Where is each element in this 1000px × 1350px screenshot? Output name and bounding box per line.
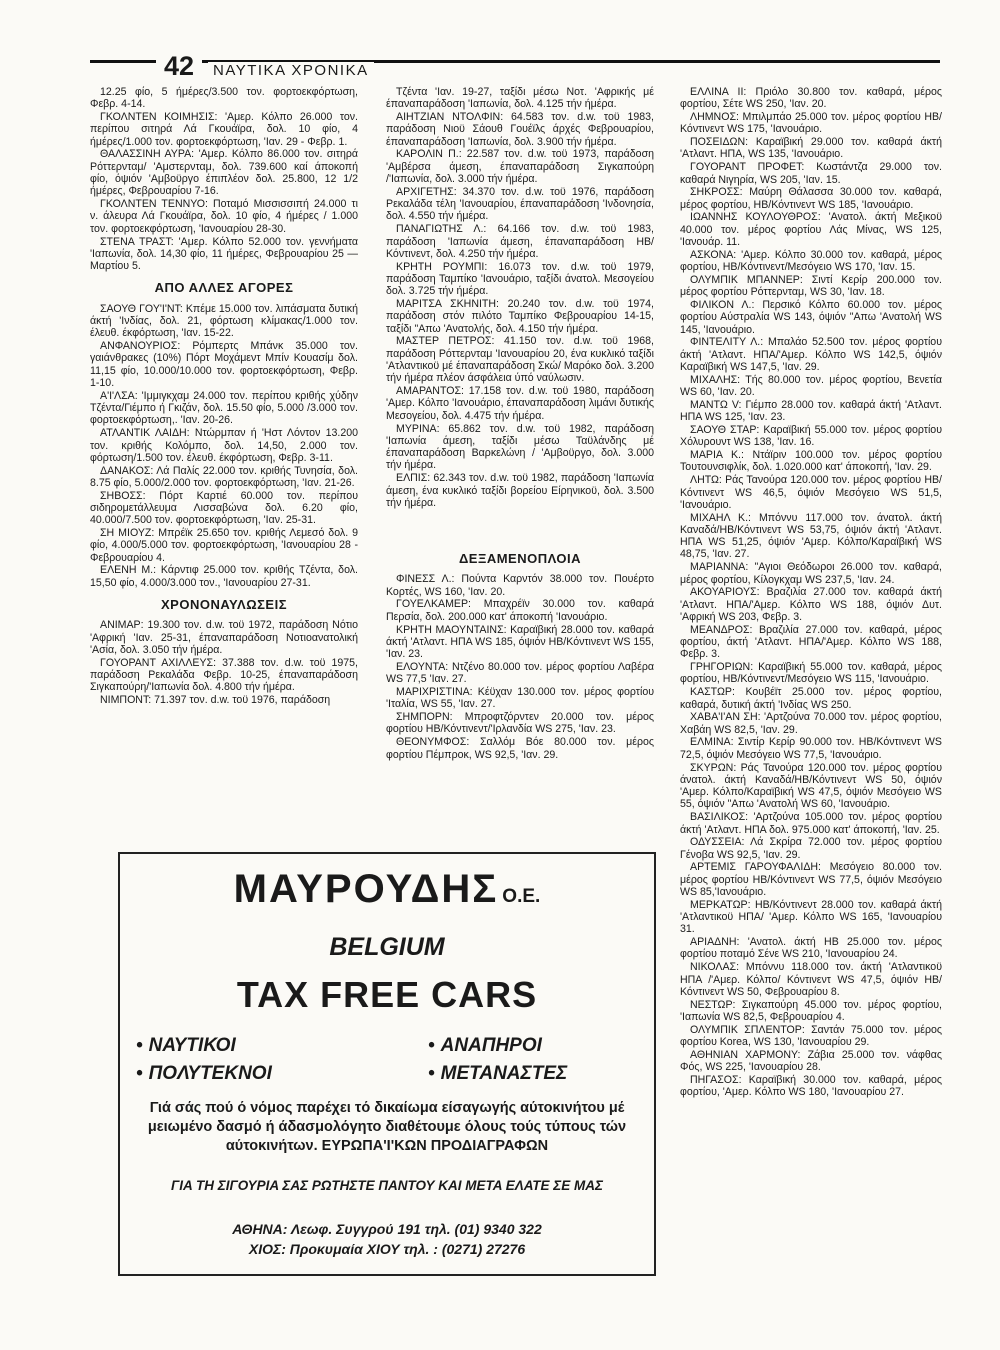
list-entry: ΓΟΥΟΡΑΝΤ ΠΡΟΦΕΤ: Κωστάντζα 29.000 τον. καθαρά Νιγηρία, WS 205, 'Ιαν. 15. <box>680 161 942 186</box>
ad-bullet-label: ΝΑΥΤΙΚΟΙ <box>148 1035 236 1056</box>
list-entry: ΜΙΧΑΗΛ Κ.: Μπόννυ 117.000 τον. άνατολ. άκτή Καναδά/ΗΒ/Κόντινεντ WS 53,75, όψιόν άκτή 'Ατλαντ. ΗΠΑ WS 51,25, όψιόν 'Αμερ. Κόλπο/Καραϊβική WS 48,75, 'Ιαν. 27. <box>680 511 942 561</box>
ad-bullet-label: ΜΕΤΑΝΑΣΤΕΣ <box>440 1063 568 1084</box>
column-3 <box>680 86 942 1099</box>
list-entry: ΜΑΡΙΑΝΝΑ: "Αγιοι Θεόδωροι 26.000 τον. καθαρά, μέρος φορτίου, Κίλογκχαμ WS 237,5, 'Ιαν. 24. <box>680 561 942 586</box>
list-entry: 12.25 φίο, 5 ήμέρες/3.500 τον. φορτοεκφόρτωση, Φεβρ. 4-14. <box>90 86 358 111</box>
list-entry: ΚΑΡΟΛΙΝ Π.: 22.587 τον. d.w. τοϋ 1973, παράδοση 'Αμβέρσα άμεση, έπαναπαράδοση Σιγκαπούρη /'Ιαπωνία, δολ. 3.000 τήν ήμέρα. <box>386 148 654 186</box>
tankers-heading: ΔΕΞΑΜΕΝΟΠΛΟΙΑ <box>458 551 582 567</box>
list-entry: ΜΥΡΙΝΑ: 65.862 τον. d.w. τοϋ 1982, παράδοση 'Ιαπωνία άμεση, ταξίδι μέσω Ταϋλάνδης μέ έπαναπαράδοση Βαρκελώνη / 'Αμβοϋργο, δολ. 3.000 τήν ήμέρα. <box>386 422 654 472</box>
list-entry: ΑΙΗΤΖΙΑΝ ΝΤΟΛΦΙΝ: 64.583 τον. d.w. τοϋ 1983, παράδοση Νιοϋ Σάουθ Γουέϊλς άρχές Φεβρουαρίου, έπαναπαράδοση 'Ιαπωνία, δολ. 3.900 τήν ήμέρα. <box>386 111 654 148</box>
ad-description: Γιά σάς πού ό νόμος παρέχει τό δικαίωμα είσαγωγής αύτοκινήτου μέ μειωμένο δασμό ή άδασμολόγητο διαθέτουμε όλους τούς τύπους τών αύτοκινήτων. ΕΥΡΩΠΑ'Ι'ΚΩΝ ΠΡΟΔΙΑΓΡΑΦΩΝ <box>147 1100 627 1154</box>
other-markets-list <box>90 303 358 589</box>
list-entry: Τζέντα 'Ιαν. 19-27, ταξίδι μέσω Νοτ. 'Αφρικής μέ έπαναπαράδοση 'Ιαπωνία, δολ. 4.125 τήν ήμέρα. <box>386 86 654 111</box>
list-entry: ΛΗΤΩ: Ράς Τανούρα 120.000 τον. μέρος φορτίου ΗΒ/Κόντινεντ WS 46,5, όψιόν Μεσόγειο WS 51,5, 'Ιανουάριο. <box>680 474 942 511</box>
list-entry: ΣΑΟΥΘ ΣΤΑΡ: Καραϊβική 55.000 τον. μέρος φορτίου Χόλυρουντ WS 138, 'Ιαν. 16. <box>680 424 942 449</box>
page-header <box>90 52 940 82</box>
list-entry: ΣΗ ΜΙΟΥΖ: Μπρέϊκ 25.650 τον. κριθής Λεμεσό δολ. 9 φίο, 4.000/5.000 τον. φορτοεκφόρτωση, 'Ιανουαρίου 28 - Φεβρουαρίου 4. <box>90 527 358 564</box>
list-entry: ΓΟΥΕΛΚΑΜΕΡ: Μπαχρέϊν 30.000 τον. καθαρά Περσία, δολ. 200.000 κατ' άποκοπή 'Ιανουάριο. <box>386 598 654 623</box>
list-entry: ΦΙΝΤΕΛΙΤΥ Λ.: Μπαλάο 52.500 τον. μέρος φορτίου άκτή 'Ατλαντ. ΗΠΑ/'Αμερ. Κόλπο WS 142,5, όψιόν Καραϊβική WS 147,5, 'Ιαν. 29. <box>680 336 942 374</box>
list-entry: ΣΚΥΡΩΝ: Ράς Τανούρα 120.000 τον. μέρος φορτίου άνατολ. άκτή Καναδά/ΗΒ/Κόντινεντ WS 50, όψιόν 'Αμερ. Κόλπο/Καραϊβική WS 47,5, όψιόν Μεσόγειο WS 55, όψιόν "Απω 'Ανατολή WS 60, 'Ιανουάριο. <box>680 761 942 811</box>
list-entry: ΑΡΧΙΓΕΤΗΣ: 34.370 τον. d.w. τοϋ 1976, παράδοση Ρεκαλάδα τέλη 'Ιανουαρίου, έπαναπαράδοση 'Ινδονησία, δολ. 4.550 τήν ήμέρα. <box>386 185 654 223</box>
list-entry: ΜΕΡΚΑΤΩΡ: ΗΒ/Κόντινεντ 28.000 τον. καθαρά άκτή 'Ατλαντικοϋ ΗΠΑ/ 'Αμερ. Κόλπο WS 165, 'Ιανουαρίου 31. <box>680 898 942 936</box>
tankers-list <box>386 573 654 760</box>
list-entry: ΝΙΜΠΟΝΤ: 71.397 τον. d.w. τοϋ 1976, παράδοση <box>100 694 331 707</box>
ad-bullet <box>136 1034 236 1058</box>
list-entry: ΑΜΑΡΑΝΤΟΣ: 17.158 τον. d.w. τοϋ 1980, παράδοση 'Αμερ. Κόλπο 'Ιανουάριο, έπαναπαράδοση λιμάνι δυτικής Μεσογείου, δολ. 4.475 τήν ήμέρα. <box>386 385 654 422</box>
list-entry: ΕΛΜΙΝΑ: Σιντίρ Κερίρ 90.000 τον. ΗΒ/Κόντινεντ WS 72,5, όψιόν Μεσόγειο WS 77,5, 'Ιανουάριο. <box>680 736 942 761</box>
list-entry: ΜΑΣΤΕΡ ΠΕΤΡΟΣ: 41.150 τον. d.w. τοϋ 1968, παράδοση Ρόττερνταμ 'Ιανουαρίου 20, ένα κυκλικό ταξίδι 'Ατλαντικοϋ μέ έπαναπαράδοση Σκώ/ Μαρόκο δολ. 3.200 τήν ήμέρα πλέον άσφάλεια ύπό ναύλωσιν. <box>386 335 654 385</box>
list-entry: ΕΛΠΙΣ: 62.343 τον. d.w. τοϋ 1982, παράδοση 'Ιαπωνία άμεση, ένα κυκλικό ταξίδι βορείου Είρηνικοϋ, δολ. 3.500 τήν ήμέρα. <box>386 472 654 509</box>
ad-brand-suffix: Ο.Ε. <box>502 886 541 907</box>
list-entry: ΟΛΥΜΠΙΚ ΜΠΑΝΝΕΡ: Σιντί Κερίρ 200.000 τον. μέρος φορτίου Ρόττερνταμ, WS 30, 'Ιαν. 18. <box>680 273 942 299</box>
list-entry: ΚΡΗΤΗ ΜΑΟΥΝΤΑΙΝΣ: Καραϊβική 28.000 τον. καθαρά άκτή 'Ατλαντ. ΗΠΑ WS 185, όψιόν ΗΒ/Κόντινεντ WS 155, 'Ιαν. 23. <box>386 623 654 661</box>
page-number: 42 <box>156 52 202 80</box>
bullet-icon: • <box>428 1035 435 1056</box>
list-entry: ΓΚΟΛΝΤΕΝ ΚΟΙΜΗΣΙΣ: 'Αμερ. Κόλπο 26.000 τον. περίπου σιτηρά Λά Γκουάϊρα, δολ. 10 φίο, 4 ήμέρες/1.000 τον. φορτοεκφόρτωση, 'Ιαν. 29 - Φεβρ. 1. <box>90 111 358 148</box>
list-entry: ΣΤΕΝΑ ΤΡΑΣΤ: 'Αμερ. Κόλπο 52.000 τον. γεννήματα 'Ιαπωνία, δολ. 14,30 φίο, 11 ήμέρες, Φεβρουαρίου 25 — Μαρτίου 5. <box>90 235 358 273</box>
list-entry: ΣΗΜΠΟΡΝ: Μπροφτζόρντεν 20.000 τον. μέρος φορτίου ΗΒ/Κόντινεντ/'Ιρλανδία WS 275, 'Ιαν. 23. <box>386 711 654 736</box>
list-entry: ΧΑΒΑ'Ι'ΑΝ ΣΗ: 'Αρτζούνα 70.000 τον. μέρος φορτίου, Χαβάη WS 82,5, 'Ιαν. 29. <box>680 711 942 736</box>
ad-brand <box>120 866 654 920</box>
list-entry: ΑΣΚΟΝΑ: 'Αμερ. Κόλπο 30.000 τον. καθαρά, μέρος φορτίου, ΗΒ/Κόντινεντ/Μεσόγειο WS 170, 'Ιαν. 15. <box>680 248 942 274</box>
list-entry: Α'Ι'ΛΣΑ: 'Ιμμιγκχαμ 24.000 τον. περίπου κριθής χύδην Τζέντα/Γιέμπο ή Γκιζάν, δολ. 15.50 φίο, 5.000 /3.000 τον. φορτοεκφόρτωση,. 'Ιαν. 20-26. <box>90 389 358 427</box>
list-entry: ΑΡΙΑΔΝΗ: 'Ανατολ. άκτή ΗΒ 25.000 τον. μέρος φορτίου ποταμό Σένε WS 210, 'Ιανουαρίου 24. <box>680 936 942 961</box>
ad-country: BELGIUM <box>329 933 445 961</box>
tankers-continued-list <box>680 86 942 1099</box>
list-entry: ΠΑΝΑΓΙΩΤΗΣ Λ.: 64.166 τον. d.w. τοϋ 1983, παράδοση 'Ιαπωνία άμεση, έπαναπαράδοση ΗΒ/Κόντινεντ, δολ. 4.250 τήν ήμέρα. <box>386 223 654 260</box>
list-entry: ΣΗΚΡΟΣΣ: Μαύρη Θάλασσα 30.000 τον. καθαρά, μέρος φορτίου, ΗΒ/Κόντινεντ WS 185, 'Ιανουάριο. <box>680 186 942 211</box>
time-charters-continued-list <box>386 86 654 509</box>
column-2 <box>386 86 654 761</box>
list-entry: ΓΡΗΓΟΡΙΩΝ: Καραϊβική 55.000 τον. καθαρά, μέρος φορτίου, ΗΒ/Κόντινεντ/Μεσόγειο WS 115, 'Ιανουάριο. <box>680 661 942 686</box>
list-entry: ΜΑΝΤΩ V: Γιέμπο 28.000 τον. καθαρά άκτή 'Ατλαντ. ΗΠΑ WS 125, 'Ιαν. 23. <box>680 398 942 424</box>
ad-address-chios: ΧΙΟΣ: Προκυμαία ΧΙΟΥ τηλ. : (0271) 27276 <box>248 1241 526 1257</box>
list-entry: ΠΗΓΑΣΟΣ: Καραϊβική 30.000 τον. καθαρά, μέρος φορτίου, 'Αμερ. Κόλπο WS 180, 'Ιανουαρίου 27. <box>680 1073 942 1099</box>
list-entry: ΔΑΝΑΚΟΣ: Λά Παλίς 22.000 τον. κριθής Τυνησία, δολ. 8.75 φίο, 5.000/2.000 τον. φορτοεκφόρτωση, 'Ιαν. 21-26. <box>90 464 358 489</box>
list-entry: ΓΟΥΟΡΑΝΤ ΑΧΙΛΛΕΥΣ: 37.388 τον. d.w. τοϋ 1975, παράδοση Ρεκαλάδα Φεβρ. 10-25, έπαναπαράδοση Σιγκαπούρη/'Ιαπωνία δολ. 4.800 τήν ήμέρα. <box>90 656 358 694</box>
list-entry: ΘΑΛΑΣΣΙΝΗ ΑΥΡΑ: 'Αμερ. Κόλπο 86.000 τον. σιτηρά Ρόττερνταμ/ 'Αμστερνταμ, δολ. 739.600 καί άποκοπή φίο, όψιόν 'Αμβοϋργο έπιπλέον δολ. 25.800, 12 1/2 ήμέρες, Φεβρουαρίου 7-16. <box>90 148 358 198</box>
other-markets-heading: ΑΠΟ ΑΛΛΕΣ ΑΓΟΡΕΣ <box>154 280 294 296</box>
list-entry: ΝΙΚΟΛΑΣ: Μπόννυ 118.000 τον. άκτή 'Ατλαντικοϋ ΗΠΑ /'Αμερ. Κόλπο/ Κόντινεντ WS 47,5, όψιόν ΗΒ/Κόντινεντ WS 50, Φεβρουαρίου 8. <box>680 961 942 998</box>
list-entry: ΑΤΛΑΝΤΙΚ ΛΑΙΔΗ: Ντώρμπαν ή 'Ηστ Λόντον 13.200 τον. κριθής Κολόμπο, δολ. 14,50, 2.000 τον. φόρτωση/1.500 τον. έλευθ. έκφόρτωση, Φεβρ. 3-11. <box>90 427 358 464</box>
list-entry: ΕΛΟΥΝΤΑ: Ντζένο 80.000 τον. μέρος φορτίου Λαβέρα WS 77,5 'Ιαν. 27. <box>386 660 654 686</box>
list-entry: ΜΑΡΙΤΣΑ ΣΚΗΝΙΤΗ: 20.240 τον. d.w. τοϋ 1974, παράδοση στόν πιλότο Ταμπίκο Φεβρουαρίου 14-15, ταξίδι "Απω 'Ανατολής, δολ. 4.150 τήν ήμέρα. <box>386 298 654 335</box>
list-entry: ΑΡΤΕΜΙΣ ΓΑΡΟΥΦΑΛΙΔΗ: Μεσόγειο 80.000 τον. μέρος φορτίου ΗΒ/Κόντινεντ WS 77,5, όψιόν Μεσόγειο WS 85,'Ιανουάριο. <box>680 861 942 898</box>
ad-bullet <box>428 1034 542 1058</box>
list-entry: ΘΕΟΝΥΜΦΟΣ: Σαλλόμ Βόε 80.000 τον. μέρος φορτίου Πέμπροκ, WS 92,5, 'Ιαν. 29. <box>386 736 654 761</box>
ad-bullet-label: ΑΝΑΠΗΡΟΙ <box>440 1035 542 1056</box>
list-entry: ΠΟΣΕΙΔΩΝ: Καραϊβική 29.000 τον. καθαρά άκτή 'Ατλαντ. ΗΠΑ, WS 135, 'Ιανουάριο. <box>680 136 942 161</box>
list-entry: ΦΙΛΙΚΟΝ Λ.: Περσικό Κόλπο 60.000 τον. μέρος φορτίου Αύστραλία WS 143, όψιόν "Απω 'Ανατολή WS 145, 'Ιανουάριο. <box>680 299 942 336</box>
time-charters-heading: ΧΡΟΝΟΝΑΥΛΩΣΕΙΣ <box>160 597 288 613</box>
list-entry: ΟΔΥΣΣΕΙΑ: Λά Σκρίρα 72.000 τον. μέρος φορτίου Γένοβα WS 92,5, 'Ιαν. 29. <box>680 836 942 861</box>
ad-bullet <box>136 1062 272 1086</box>
advertisement-box <box>118 852 656 1276</box>
bullet-icon: • <box>136 1035 143 1056</box>
column-1-top-list <box>90 86 358 272</box>
ad-bullet-label: ΠΟΛΥΤΕΚΝΟΙ <box>148 1063 272 1084</box>
time-charters-list <box>90 619 358 706</box>
ad-brand-name: ΜΑΥΡΟΥΔΗΣ <box>233 867 499 911</box>
ad-address-athens: ΑΘΗΝΑ: Λεωφ. Συγγρού 191 τηλ. (01) 9340 322 <box>232 1221 542 1237</box>
list-entry: ΝΕΣΤΩΡ: Σιγκαπούρη 45.000 τον. μέρος φορτίου, 'Ιαπωνία WS 82,5, Φεβρουαρίου 4. <box>680 998 942 1023</box>
publication-title: ΝΑΥΤΙΚΑ ΧΡΟΝΙΚΑ <box>208 62 374 80</box>
list-entry: ΓΚΟΛΝΤΕΝ ΤΕΝΝΥΟ: Ποταμό Μισσισσιπή 24.000 τι ν. άλευρα Λά Γκουάϊρα, δολ. 10 φίο, 4 ήμέρες / 1.000 τον. φορτοεκφόρτωση, 'Ιανουαρίου 28-30. <box>90 198 358 235</box>
list-entry: ΒΑΣΙΛΙΚΟΣ: 'Αρτζούνα 105.000 τον. μέρος φορτίου άκτή 'Ατλαντ. ΗΠΑ δολ. 975.000 κατ' άποκοπή, 'Ιαν. 25. <box>680 811 942 836</box>
list-entry: ΑΘΗΝΙΑΝ ΧΑΡΜΟΝΥ: Ζάβια 25.000 τον. νάφθας Φός, WS 225, 'Ιανουαρίου 28. <box>680 1048 942 1074</box>
list-entry: ΜΙΧΑΛΗΣ: Τής 80.000 τον. μέρος φορτίου, Βενετία WS 60, 'Ιαν. 20. <box>680 373 942 399</box>
ad-assurance: ΓΙΑ ΤΗ ΣΙΓΟΥΡΙΑ ΣΑΣ ΡΩΤΗΣΤΕ ΠΑΝΤΟΥ ΚΑΙ ΜΕΤΑ ΕΛΑΤΕ ΣΕ ΜΑΣ <box>171 1178 603 1193</box>
bullet-icon: • <box>428 1063 435 1084</box>
ad-bullet <box>428 1062 567 1086</box>
list-entry: ΜΑΡΙΑ Κ.: Ντάϊριν 100.000 τον. μέρος φορτίου Τουτουνσιφλίκ, δολ. 1.020.000 κατ' άποκοπή, 'Ιαν. 29. <box>680 449 942 474</box>
list-entry: ΜΑΡΙΧΡΙΣΤΙΝΑ: Κέϋχαν 130.000 τον. μέρος φορτίου 'Ιταλία, WS 55, 'Ιαν. 27. <box>386 686 654 711</box>
list-entry: ΟΛΥΜΠΙΚ ΣΠΛΕΝΤΟΡ: Σαντάν 75.000 τον. μέρος φορτίου Κοrea, WS 130, 'Ιανουαρίου 29. <box>680 1023 942 1049</box>
list-entry: ΙΩΑΝΝΗΣ ΚΟΥΛΟΥΘΡΟΣ: 'Ανατολ. άκτή Μεξικοϋ 40.000 τον. μέρος φορτίου Λάς Μίνας, WS 125, 'Ιανουάρ. 11. <box>680 211 942 249</box>
list-entry: ΕΛΛΙΝΑ ΙΙ: Πριόλο 30.800 τον. καθαρά, μέρος φορτίου, Σέτε WS 250, 'Ιαν. 20. <box>680 86 942 111</box>
list-entry: ΑΝΙΜΑΡ: 19.300 τον. d.w. τοϋ 1972, παράδοση Νότιο 'Αφρική 'Ιαν. 25-31, έπαναπαράδοση Νοτιοανατολική 'Ασία, δολ. 3.050 τήν ήμέρα. <box>90 619 358 656</box>
list-entry: ΣΗΒΟΣΣ: Πόρτ Καρτιέ 60.000 τον. περίπου σιδηρομετάλλευμα Λισσαβώνα δολ. 6.20 φίο, 40.000/7.500 τον. φορτοεκφόρτωση, 'Ιαν. 25-31. <box>90 489 358 527</box>
column-1 <box>90 86 358 707</box>
list-entry: ΦΙΝΕΣΣ Λ.: Πούντα Καρντόν 38.000 τον. Πουέρτο Κορτές, WS 160, 'Ιαν. 20. <box>386 573 654 598</box>
bullet-icon: • <box>136 1063 143 1084</box>
list-entry: ΑΝΦΑΝΟΥΡΙΟΣ: Ρόμπερτς Μπάνκ 35.000 τον. γαιάνθρακες (10%) Πόρτ Μοχάμεντ Μπίν Κουασίμ δολ. 11,15 φίο, 10.000/10.000 τον. φορτοεκφόρτωση, Φεβρ. 1-10. <box>90 340 358 390</box>
list-entry: ΛΗΜΝΟΣ: Μπιλμπάο 25.000 τον. μέρος φορτίου ΗΒ/Κόντινεντ WS 175, 'Ιανουάριο. <box>680 111 942 136</box>
list-entry: ΚΡΗΤΗ ΡΟΥΜΠΙ: 16.073 τον. d.w. τοϋ 1979, παράδοση Ταμπίκο 'Ιανουάριο, ταξίδι άνατολ. Μεσογείου δολ. 3.725 τήν ήμέρα. <box>386 260 654 298</box>
ad-slogan: TAX FREE CARS <box>236 974 538 1015</box>
list-entry: ΣΑΟΥΘ ΓΟΥ'Ι'ΝΤ: Κπέμε 15.000 τον. λιπάσματα δυτική άκτή 'Ινδίας, δολ. 21, φόρτωση κλίμακας/1.000 τον. έλευθ. έκφόρτωση, 'Ιαν. 15-22. <box>90 302 358 340</box>
list-entry: ΜΕΑΝΔΡΟΣ: Βραζιλία 27.000 τον. καθαρά, μέρος φορτίου, άκτή 'Ατλαντ. ΗΠΑ/'Αμερ. Κόλπο WS 188, Φεβρ. 3. <box>680 623 942 661</box>
list-entry: ΚΑΣΤΩΡ: Κουβέϊτ 25.000 τον. μέρος φορτίου, καθαρά, δυτική άκτή 'Ινδίας WS 250. <box>680 686 942 711</box>
list-entry: ΕΛΕΝΗ Μ.: Κάρντιφ 25.000 τον. κριθής Τζέντα, δολ. 15,50 φίο, 4.000/3.000 τον., 'Ιανουαρίου 27-31. <box>90 564 358 589</box>
list-entry: ΑΚΟΥΑΡΙΟΥΣ: Βραζιλία 27.000 τον. καθαρά άκτή 'Ατλαντ. ΗΠΑ/'Αμερ. Κόλπο WS 188, όψιόν Δυτ. 'Αφρική WS 203, Φεβρ. 3. <box>680 586 942 623</box>
